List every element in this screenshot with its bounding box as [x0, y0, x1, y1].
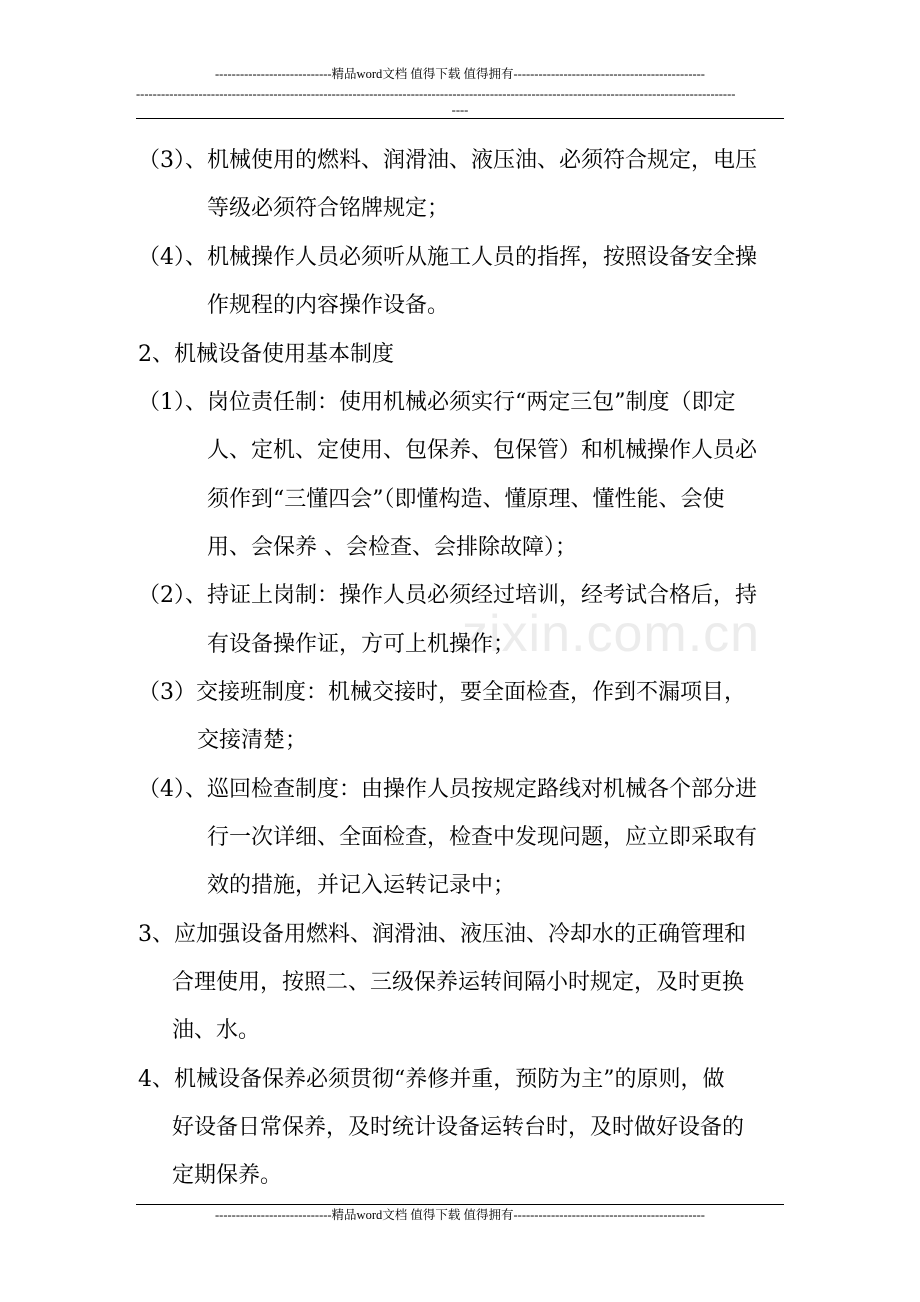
watermark: zixin.com.cn — [462, 605, 761, 663]
body-line: （4）、机械操作人员必须听从施工人员的指挥，按照设备安全操 — [138, 245, 757, 270]
body-line: （2）、持证上岗制：操作人员必须经过培训，经考试合格后，持 — [138, 583, 757, 608]
body-line: 等级必须符合铭牌规定； — [207, 196, 450, 221]
header-dash-continuation: ---- — [451, 103, 469, 117]
body-line: 效的措施，并记入运转记录中； — [207, 873, 516, 898]
body-line: （3）交接班制度：机械交接时，要全面检查，作到不漏项目， — [138, 680, 746, 705]
body-line: 好设备日常保养，及时统计设备运转台时，及时做好设备的 — [172, 1115, 745, 1140]
body-line: 定期保养。 — [172, 1163, 283, 1188]
body-line: 须作到“三懂四会”（即懂构造、懂原理、懂性能、会使 — [207, 487, 725, 512]
body-line: 交接清楚； — [197, 728, 308, 753]
body-line: 合理使用，按照二、三级保养运转间隔小时规定，及时更换 — [172, 970, 745, 995]
section-heading: 4、机械设备保养必须贯彻“养修并重，预防为主”的原则，做 — [138, 1067, 725, 1092]
body-line: 作规程的内容操作设备。 — [207, 293, 450, 318]
body-line: 人、定机、定使用、包保养、包保管）和机械操作人员必 — [207, 438, 758, 463]
body-line: （4）、巡回检查制度：由操作人员按规定路线对机械各个部分进 — [138, 777, 757, 802]
header-dash-line: ------------------------------------------------------------------------------------------------------------------------------------------------ — [136, 87, 736, 101]
body-line: 行一次详细、全面检查，检查中发现问题，应立即采取有 — [207, 825, 758, 850]
body-line: （1）、岗位责任制：使用机械必须实行“两定三包”制度（即定 — [138, 390, 736, 415]
header-banner: ----------------------------精品word文档 值得下载 值得拥有---------------------------------------------- — [215, 67, 705, 81]
body-line: 有设备操作证，方可上机操作； — [207, 632, 516, 657]
section-heading: 3、应加强设备用燃料、润滑油、液压油、冷却水的正确管理和 — [138, 922, 746, 947]
header-rule — [136, 118, 784, 119]
section-heading: 2、机械设备使用基本制度 — [138, 342, 394, 367]
body-line: （3）、机械使用的燃料、润滑油、液压油、必须符合规定，电压 — [138, 148, 757, 173]
body-line: 油、水。 — [172, 1018, 261, 1043]
footer-rule — [136, 1204, 784, 1205]
footer-banner: ----------------------------精品word文档 值得下载 值得拥有---------------------------------------------- — [215, 1208, 705, 1222]
body-line: 用、会保养 、会检查、会排除故障）； — [207, 535, 577, 560]
